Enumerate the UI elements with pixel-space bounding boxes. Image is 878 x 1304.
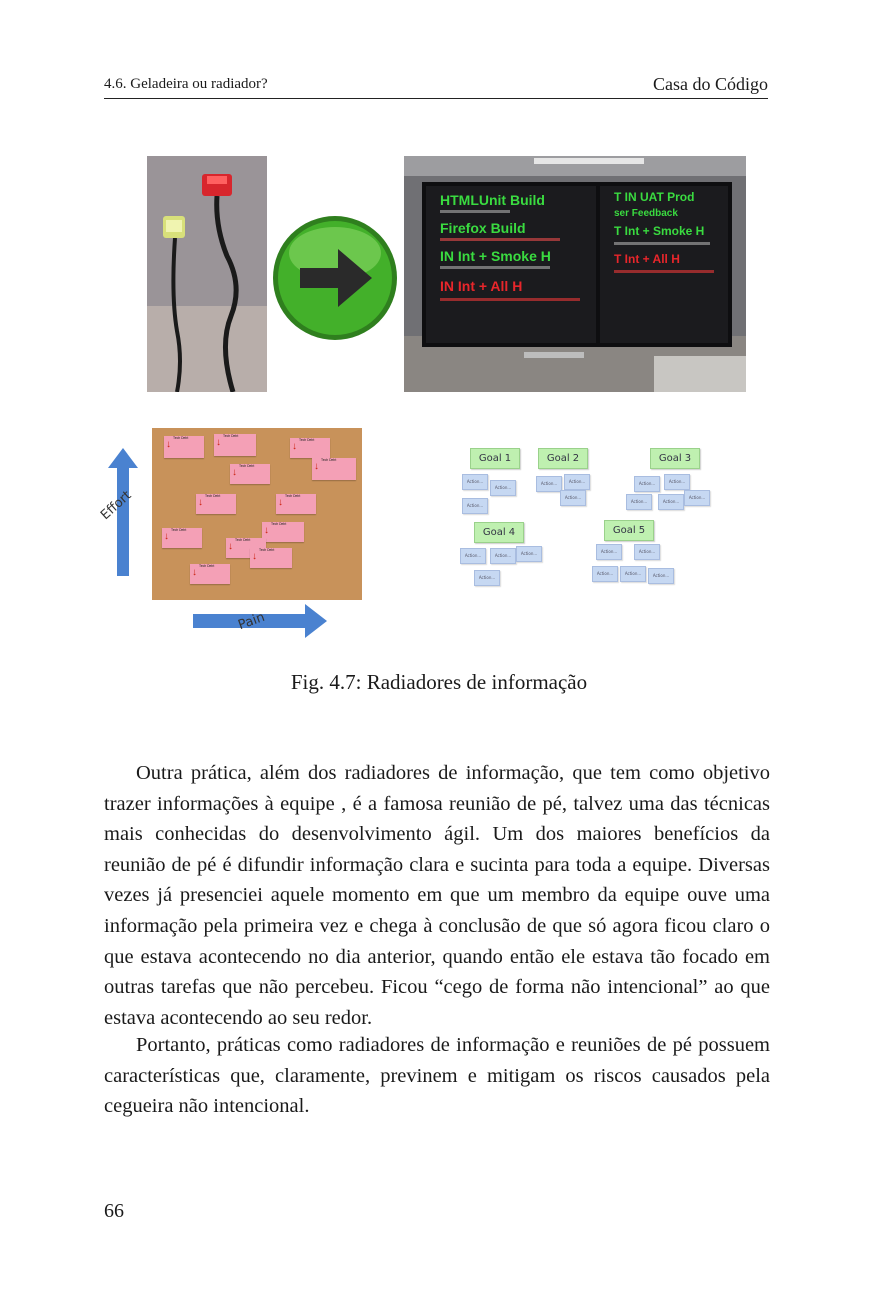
action-card: Action... [490,548,516,564]
goals-board [456,436,722,596]
build-monitor-right [596,182,732,347]
sticky-note: ↓ Tech Debt [226,538,266,558]
sticky-note: ↓ Tech Debt [290,438,330,458]
build-status-line: HTMLUnit Build [440,192,545,208]
page-number: 66 [104,1200,124,1222]
action-card: Action... [684,490,710,506]
body-paragraph-2: Portanto, práticas como radiadores de informação e reuniões de pé possuem características que, claramente, previnem e mitigam os riscos causados pela cegueira não intencional. [104,1034,770,1118]
action-card: Action... [648,568,674,584]
action-card: Action... [564,474,590,490]
build-status-line: T IN UAT Prod [614,190,695,204]
goal-card: Goal 1 [470,448,520,469]
action-card: Action... [560,490,586,506]
action-card: Action... [664,474,690,490]
goal-card: Goal 5 [604,520,654,541]
action-card: Action... [620,566,646,582]
figure-caption: Fig. 4.7: Radiadores de informação [290,670,588,694]
sticky-note: ↓ Tech Debt [164,436,204,458]
action-card: Action... [596,544,622,560]
sticky-note: ↓ Tech Debt [190,564,230,584]
action-card: Action... [626,494,652,510]
sticky-note: ↓ Tech Debt [262,522,304,542]
goal-card: Goal 2 [538,448,588,469]
body-paragraph-1: Outra prática, além dos radiadores de informação, que tem como objetivo trazer informações à equipe , é a famosa reunião de pé, talvez uma das técnicas mais conhecidas do desenvolvimento ágil. Um dos maiores benefícios da reunião de pé é difundir informação clara e sucinta para toda a equipe. Diversas vezes já presenciei aquele momento em que um membro da equipe ouve uma informação pela primeira vez e chega à conclusão de que só agora ficou claro o que estava acontecendo no dia anterior, quando então ele estava tão focado em outras tarefas que não percebeu. Ficou “cego de forma não intencional” ao que estava acontecendo ao seu redor. [104,762,770,1029]
action-card: Action... [462,474,488,490]
sticky-note: ↓ Tech Debt [230,464,270,484]
action-card: Action... [460,548,486,564]
lava-lamp-photo [147,156,267,392]
build-status-line: Firefox Build [440,220,526,236]
arrow-icon [270,213,400,343]
sticky-note: ↓ Tech Debt [276,494,316,514]
action-card: Action... [634,476,660,492]
goal-card: Goal 4 [474,522,524,543]
sticky-note: ↓ Tech Debt [312,458,356,480]
action-card: Action... [658,494,684,510]
sticky-note: ↓ Tech Debt [250,548,292,568]
action-card: Action... [462,498,488,514]
sticky-note: ↓ Tech Debt [162,528,202,548]
build-status-line: IN Int + All H [440,278,523,294]
action-card: Action... [536,476,562,492]
build-status-line: T Int + Smoke H [614,224,705,238]
build-status-line: T Int + All H [614,252,680,266]
action-card: Action... [474,570,500,586]
pain-axis-label: Pain [236,609,267,634]
goal-card: Goal 3 [650,448,700,469]
build-monitors-photo [404,156,746,392]
sticky-note: ↓ Tech Debt [196,494,236,514]
running-header [104,74,768,99]
action-card: Action... [516,546,542,562]
action-card: Action... [592,566,618,582]
action-card: Action... [490,480,516,496]
section-title: 4.6. Geladeira ou radiador? [104,76,268,92]
book-title: Casa do Código [653,74,768,94]
build-status-line: IN Int + Smoke H [440,248,551,264]
effort-axis-label: Effort [98,488,135,524]
build-monitor-left [422,182,600,347]
tech-debt-board [152,428,362,600]
sticky-note: ↓ Tech Debt [214,434,256,456]
build-status-line: ser Feedback [614,208,678,219]
action-card: Action... [634,544,660,560]
